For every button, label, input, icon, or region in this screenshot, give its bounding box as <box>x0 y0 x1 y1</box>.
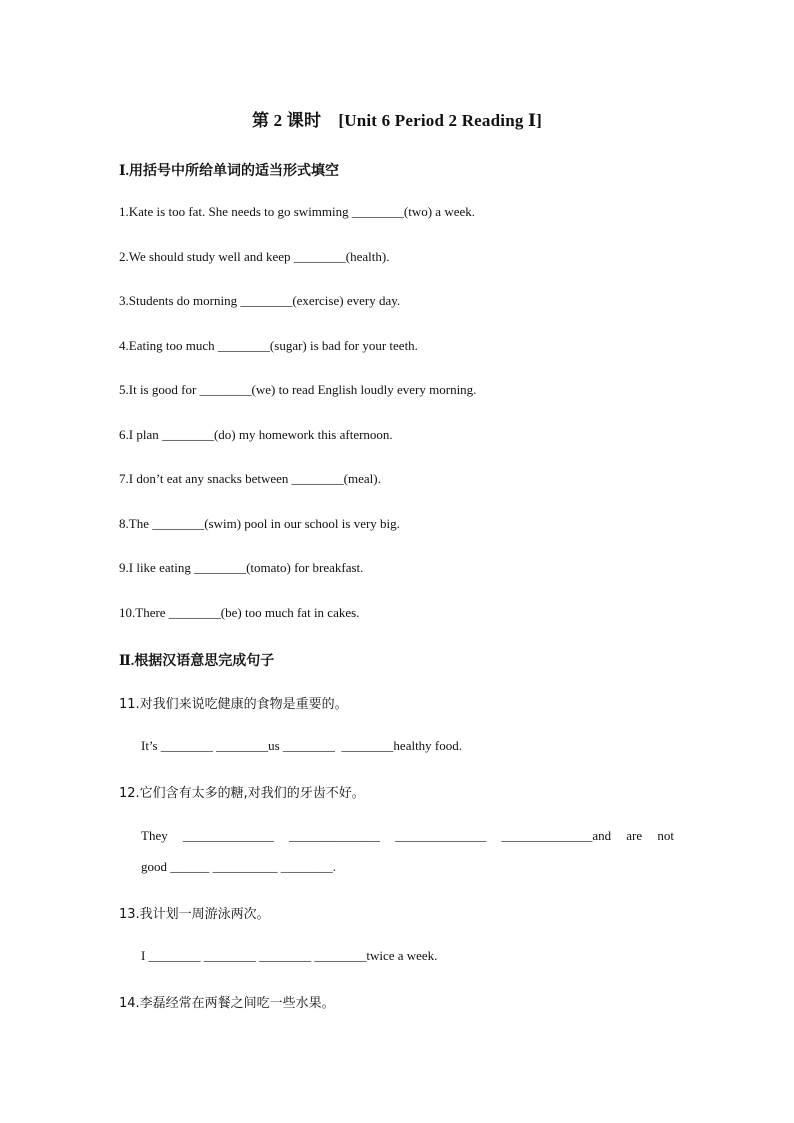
exercise-item-2: 2.We should study well and keep ________(health). <box>119 249 390 264</box>
answer-blank: ______________and <box>501 828 612 843</box>
section-1-heading: Ⅰ.用括号中所给单词的适当形式填空 <box>119 164 340 179</box>
question-11-answer: It’s ________ ________us ________ ________healthy food. <box>141 738 463 753</box>
question-12-answer-line-1 <box>141 828 674 844</box>
section-2-heading: Ⅱ.根据汉语意思完成句子 <box>119 654 275 669</box>
exercise-item-1: 1.Kate is too fat. She needs to go swimming ________(two) a week. <box>119 204 475 219</box>
exercise-item-4: 4.Eating too much ________(sugar) is bad for your teeth. <box>119 338 418 353</box>
answer-blank: ______________ <box>289 828 381 843</box>
answer-word: are <box>626 828 643 843</box>
question-12-answer-line-2: good ______ __________ ________. <box>141 859 336 874</box>
answer-word: not <box>657 828 674 843</box>
question-13-answer: I ________ ________ ________ ________twice a week. <box>141 948 438 963</box>
question-12-prompt: 12.它们含有太多的糖,对我们的牙齿不好。 <box>119 786 365 801</box>
exercise-item-3: 3.Students do morning ________(exercise) every day. <box>119 293 401 308</box>
exercise-item-6: 6.I plan ________(do) my homework this afternoon. <box>119 427 393 442</box>
question-11-prompt: 11.对我们来说吃健康的食物是重要的。 <box>119 697 348 712</box>
exercise-item-9: 9.I like eating ________(tomato) for breakfast. <box>119 560 364 575</box>
answer-blank: ______________ <box>395 828 487 843</box>
answer-blank: ______________ <box>182 828 274 843</box>
question-13-prompt: 13.我计划一周游泳两次。 <box>119 907 270 922</box>
answer-word: They <box>141 828 168 843</box>
exercise-item-7: 7.I don’t eat any snacks between ________(meal). <box>119 471 381 486</box>
exercise-item-10: 10.There ________(be) too much fat in cakes. <box>119 605 360 620</box>
exercise-item-8: 8.The ________(swim) pool in our school is very big. <box>119 516 400 531</box>
page-title: 第 2 课时 [Unit 6 Period 2 Reading Ⅰ] <box>251 111 543 130</box>
question-14-prompt: 14.李磊经常在两餐之间吃一些水果。 <box>119 996 335 1011</box>
exercise-item-5: 5.It is good for ________(we) to read English loudly every morning. <box>119 382 477 397</box>
